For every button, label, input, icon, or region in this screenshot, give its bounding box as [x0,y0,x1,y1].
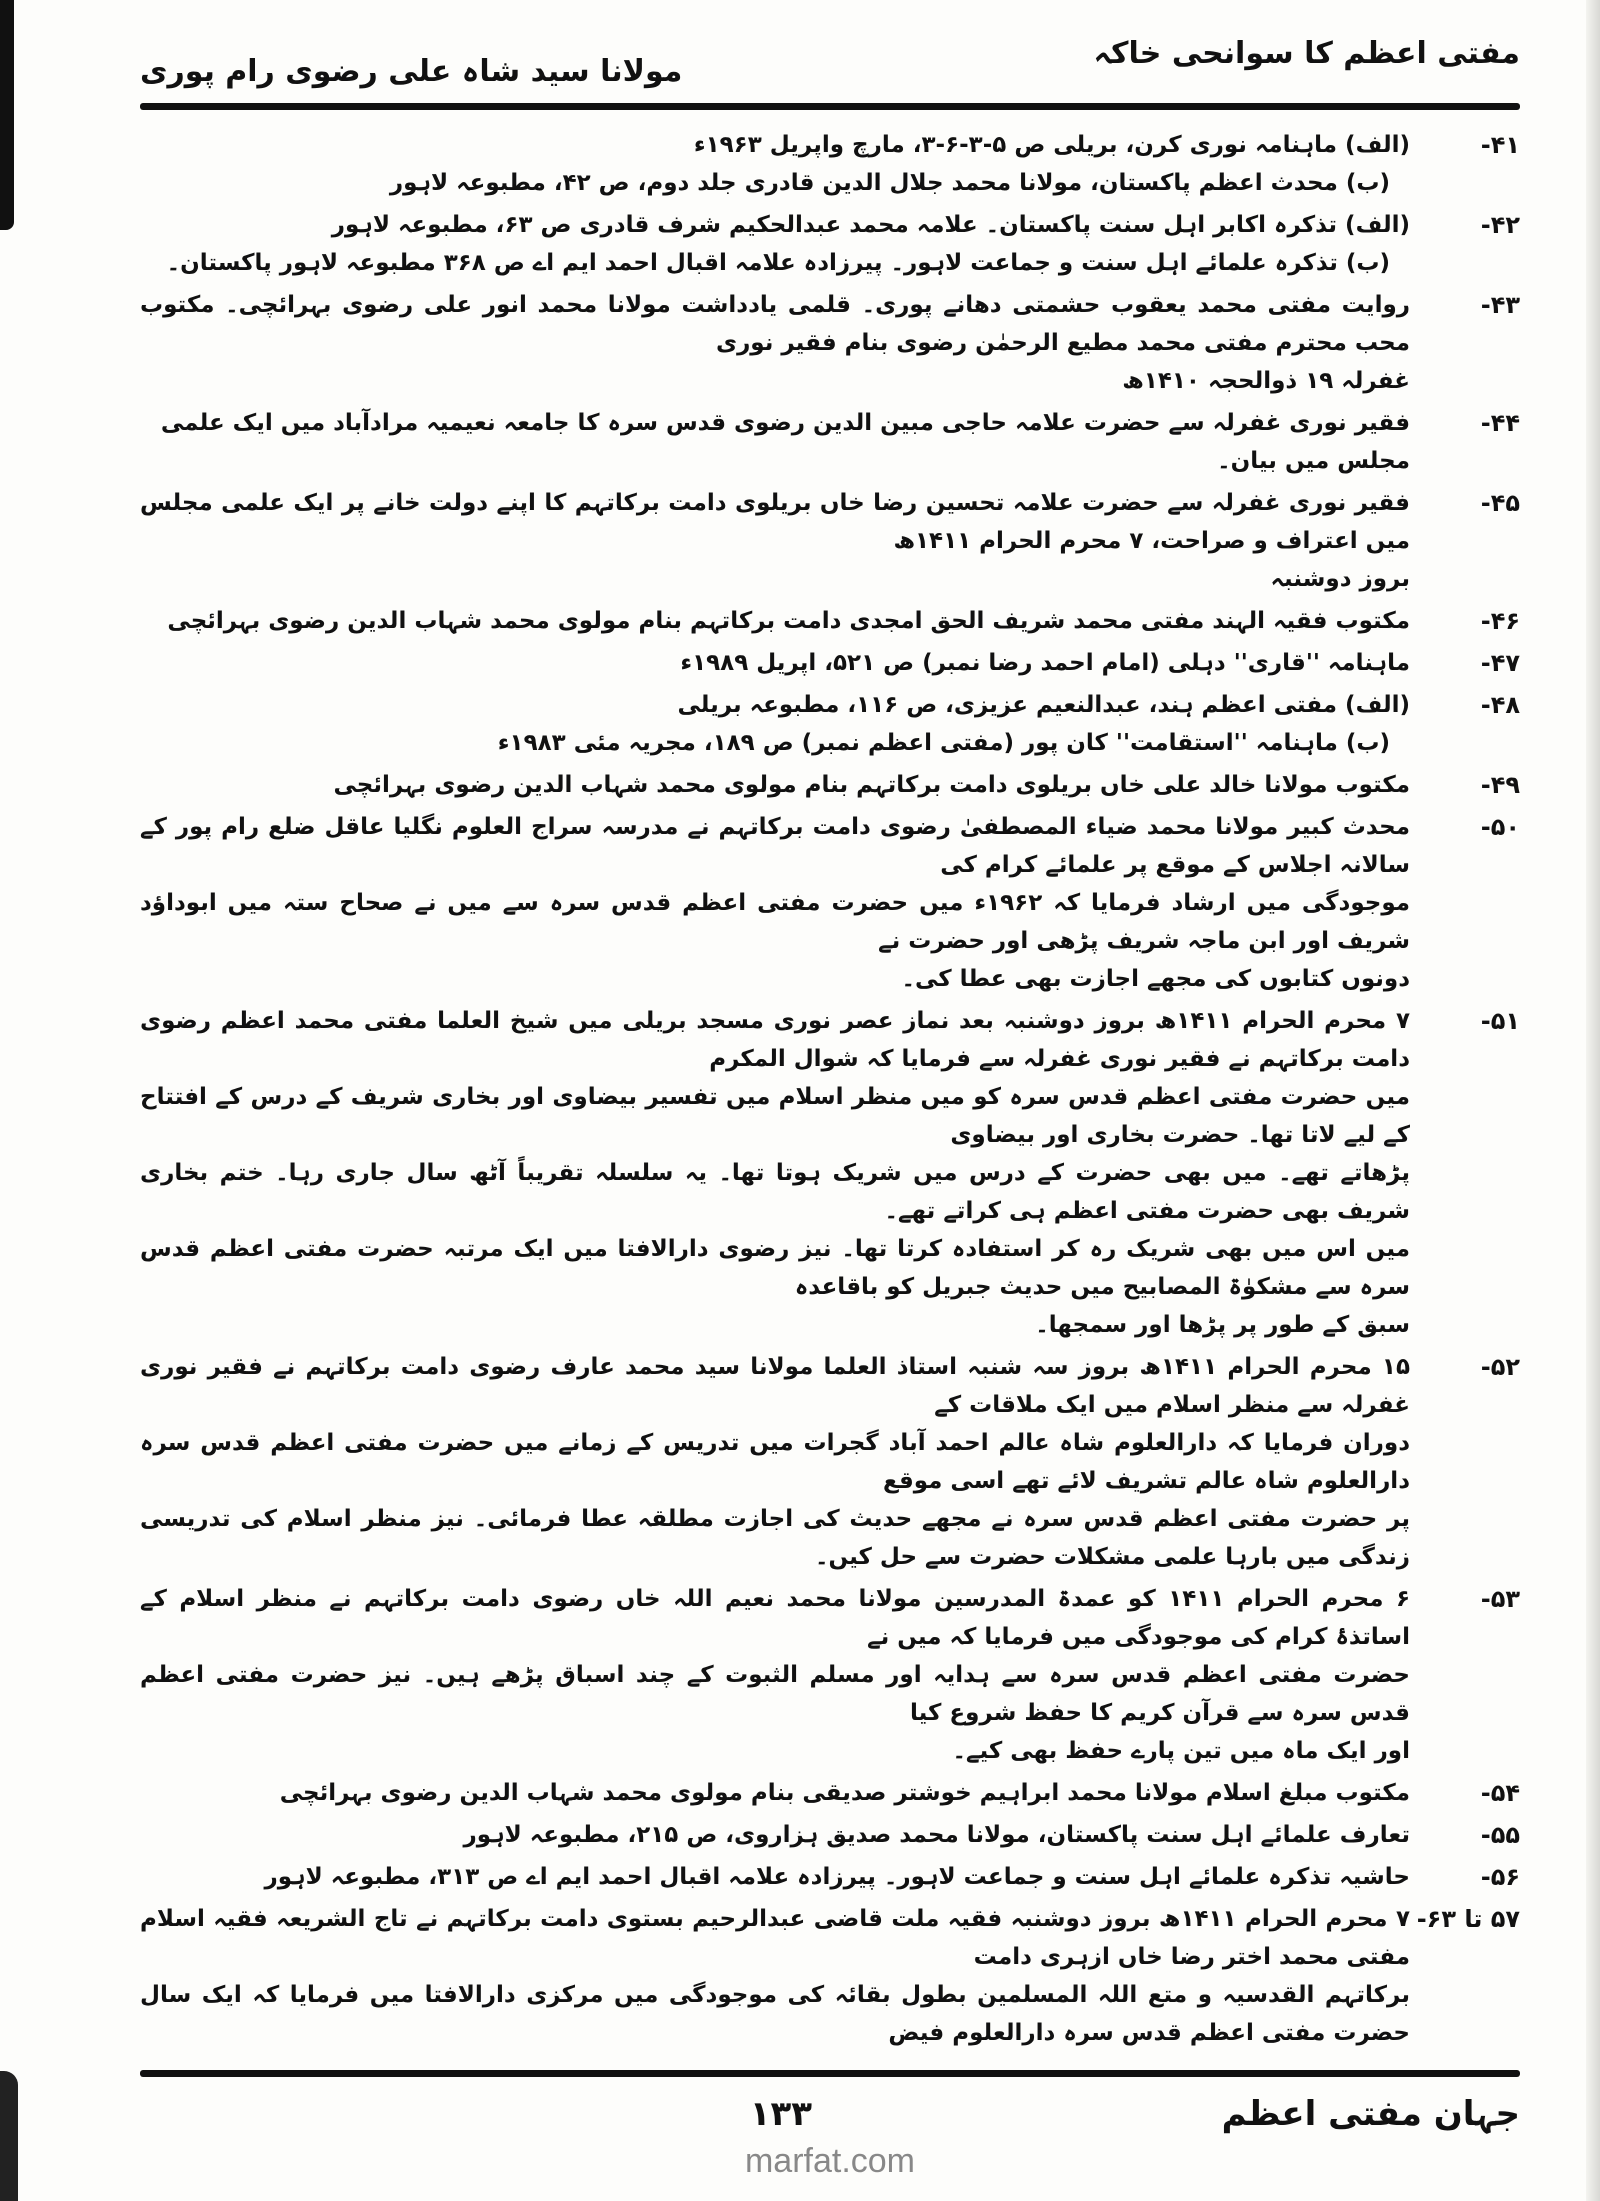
footnote-body [140,484,1410,598]
footnote-number: ۴۷- [1480,649,1520,677]
footnote-text: حاشیہ تذکرہ علمائے اہل سنت و جماعت لاہور۔ پیرزادہ علامہ اقبال احمد ایم اے ص ۳۱۳، مطبوعہ لاہور [264,1864,1410,1890]
footnote-body [140,766,1410,804]
footnote-number: ۵۲- [1480,1353,1520,1381]
footer-rule [140,2070,1520,2077]
footnote-body [140,1002,1410,1344]
footnote-entry [140,206,1520,282]
footnote-body [140,1816,1410,1854]
footnote-number: ۴۵- [1480,489,1520,517]
footnote-text: تعارف علمائے اہل سنت پاکستان، مولانا محمد صدیق ہزاروی، ص ۲۱۵، مطبوعہ لاہور [463,1822,1410,1848]
footnote-entry [140,766,1520,804]
footnote-body [140,206,1410,282]
footnote-number: ۵۵- [1480,1821,1520,1849]
scan-edge [0,2071,18,2201]
header-rule [140,103,1520,110]
footnote-body [140,1348,1410,1576]
footnote-body [140,286,1410,400]
footnote-text: دونوں کتابوں کی مجھے اجازت بھی عطا کی۔ [901,966,1410,992]
footnote-body [140,1580,1410,1770]
page-header [140,36,1520,89]
footnote-entry [140,404,1520,480]
footnote-entry [140,1348,1520,1576]
footnote-text: غفرلہ ۱۹ ذوالحجہ ۱۴۱۰ھ [1122,368,1410,394]
footnote-text: میں حضرت مفتی اعظم قدس سرہ کو میں منظر اسلام میں تفسیر بیضاوی اور بخاری شریف کے درس کے افتتاح کے لیے لاتا تھا۔ حضرت بخاری اور بیضاوی [140,1084,1410,1148]
footnote-entry [140,126,1520,202]
footnote-text: (ب) تذکرہ علمائے اہل سنت و جماعت لاہور۔ پیرزادہ علامہ اقبال احمد ایم اے ص ۳۶۸ مطبوعہ لاہور پاکستان۔ [166,250,1390,276]
footnote-number: ۴۸- [1480,691,1520,719]
footnote-number: ۴۳- [1480,291,1520,319]
footnote-text: فقیر نوری غفرلہ سے حضرت علامہ تحسین رضا خاں بریلوی دامت برکاتہم کا اپنے دولت خانے پر ایک علمی مجلس میں اعتراف و صراحت، ۷ محرم الحرام ۱۴۱۱ھ [140,490,1410,554]
footnote-text: ۱۵ محرم الحرام ۱۴۱۱ھ بروز سہ شنبہ استاذ العلما مولانا سید محمد عارف رضوی دامت برکاتہم نے فقیر نوری غفرلہ سے منظر اسلام میں ایک ملاقات کے [140,1354,1410,1418]
footnote-body [140,404,1410,480]
footnote-text: پر حضرت مفتی اعظم قدس سرہ نے مجھے حدیث کی اجازت مطلقہ عطا فرمائی۔ نیز منظر اسلام کی تدریسی زندگی میں بارہا علمی مشکلات حضرت سے حل کیں۔ [140,1506,1410,1570]
footnote-number: ۴۴- [1480,409,1520,437]
footnote-text: محدث کبیر مولانا محمد ضیاء المصطفیٰ رضوی دامت برکاتہم نے مدرسہ سراج العلوم نگلیا عاقل ضلع رام پور کے سالانہ اجلاس کے موقع پر علمائے کرام کی [140,814,1410,878]
footnote-entry [140,602,1520,640]
footnote-number: ۵۰- [1480,813,1520,841]
footnote-text: (الف) تذکرہ اکابر اہل سنت پاکستان۔ علامہ محمد عبدالحکیم شرف قادری ص ۶۳، مطبوعہ لاہور [331,212,1410,238]
footnote-number: ۵۷ تا ۶۳- [1416,1905,1520,1933]
book-title: جہان مفتی اعظم [1221,2094,1520,2134]
scan-edge [0,0,14,230]
footnote-entry [140,808,1520,998]
footnote-body [140,644,1410,682]
footnote-number: ۴۲- [1480,211,1520,239]
footnote-number: ۴۶- [1480,607,1520,635]
footnote-entry [140,286,1520,400]
footnote-text: اور ایک ماہ میں تین پارے حفظ بھی کیے۔ [952,1738,1410,1764]
footnote-body [140,1900,1410,2052]
footnote-entry [140,1580,1520,1770]
footnote-entry [140,1858,1520,1896]
footnote-text: سبق کے طور پر پڑھا اور سمجھا۔ [1035,1312,1410,1338]
footnote-text: مکتوب فقیہ الہند مفتی محمد شریف الحق امجدی دامت برکاتہم بنام مولوی محمد شہاب الدین رضوی بہرائچی [167,608,1410,634]
footnote-text: مکتوب مولانا خالد علی خاں بریلوی دامت برکاتہم بنام مولوی محمد شہاب الدین رضوی بہرائچی [333,772,1410,798]
footnote-entry [140,1816,1520,1854]
footnote-text: دوران فرمایا کہ دارالعلوم شاہ عالم احمد آباد گجرات میں تدریس کے زمانے میں حضرت مفتی اعظم قدس سرہ دارالعلوم شاہ عالم تشریف لائے تھے اسی موقع [140,1430,1410,1494]
footnote-number: ۵۴- [1480,1779,1520,1807]
footnote-text: (الف) مفتی اعظم ہند، عبدالنعیم عزیزی، ص ۱۱۶، مطبوعہ بریلی [677,692,1410,718]
watermark: marfat.com [744,2142,916,2180]
footnote-text: ماہنامہ ''قاری'' دہلی (امام احمد رضا نمبر) ص ۵۲۱، اپریل ۱۹۸۹ء [680,650,1410,676]
footnote-number: ۵۶- [1480,1863,1520,1891]
footnote-body [140,126,1410,202]
footnote-text: میں اس میں بھی شریک رہ کر استفادہ کرتا تھا۔ نیز رضوی دارالافتا میں ایک مرتبہ حضرت مفتی اعظم قدس سرہ سے مشکوٰۃ المصابیح میں حدیث جبریل کو باقاعدہ [140,1236,1410,1300]
footnote-text: ۷ محرم الحرام ۱۴۱۱ھ بروز دوشنبہ فقیہ ملت قاضی عبدالرحیم بستوی دامت برکاتہم نے تاج الشریعہ فقیہ اسلام مفتی محمد اختر رضا خاں ازہری دامت [140,1906,1410,1970]
footnote-body [140,1774,1410,1812]
footnote-text: مکتوب مبلغ اسلام مولانا محمد ابراہیم خوشتر صدیقی بنام مولوی محمد شہاب الدین رضوی بہرائچی [279,1780,1410,1806]
footnote-text: (ب) محدث اعظم پاکستان، مولانا محمد جلال الدین قادری جلد دوم، ص ۴۲، مطبوعہ لاہور [389,170,1390,196]
footnote-text: (الف) ماہنامہ نوری کرن، بریلی ص ۵-۳-۶-۳، مارچ واپریل ۱۹۶۳ء [693,132,1410,158]
footnote-text: ۶ محرم الحرام ۱۴۱۱ کو عمدۃ المدرسین مولانا محمد نعیم اللہ خاں رضوی دامت برکاتہم نے منظر اسلام کے اساتذۂ کرام کی موجودگی میں فرمایا کہ میں نے [140,1586,1410,1650]
footnote-number: ۵۳- [1480,1585,1520,1613]
footnote-text: فقیر نوری غفرلہ سے حضرت علامہ حاجی مبین الدین رضوی قدس سرہ کا جامعہ نعیمیہ مرادآباد میں ایک علمی مجلس میں بیان۔ [160,410,1410,474]
footnote-entry [140,1900,1520,2052]
footnote-entry [140,1002,1520,1344]
footnote-text: برکاتہم القدسیہ و متع اللہ المسلمین بطول بقائہ کی موجودگی میں مرکزی دارالافتا میں فرمایا کہ ایک سال حضرت مفتی اعظم قدس سرہ دارالعلوم فیض [140,1982,1410,2046]
footnote-text: پڑھاتے تھے۔ میں بھی حضرت کے درس میں شریک ہوتا تھا۔ یہ سلسلہ تقریباً آٹھ سال جاری رہا۔ ختم بخاری شریف بھی حضرت مفتی اعظم ہی کراتے تھے۔ [140,1160,1410,1224]
footnote-number: ۴۱- [1480,131,1520,159]
footnote-body [140,808,1410,998]
footnote-text: روایت مفتی محمد یعقوب حشمتی دھانے پوری۔ قلمی یادداشت مولانا محمد انور علی رضوی بہرائچی۔ مکتوب محب محترم مفتی محمد مطیع الرحمٰن رضوی بنام فقیر نوری [140,292,1410,356]
page-number: ۱۳۳ [749,2093,812,2134]
footnote-entry [140,1774,1520,1812]
running-title: مفتی اعظم کا سوانحی خاکہ [1093,36,1520,71]
footnote-entry [140,686,1520,762]
footnote-text: بروز دوشنبہ [1270,566,1410,592]
page-footer [140,2093,1520,2134]
footnote-number: ۴۹- [1480,771,1520,799]
footnote-text: ۷ محرم الحرام ۱۴۱۱ھ بروز دوشنبہ بعد نماز عصر نوری مسجد بریلی میں شیخ العلما مفتی محمد اعظم رضوی دامت برکاتہم نے فقیر نوری غفرلہ سے فرمایا کہ شوال المکرم [140,1008,1410,1072]
author-name: مولانا سید شاہ علی رضوی رام پوری [140,54,683,89]
footnote-body [140,1858,1410,1896]
footnotes-list [140,126,1520,2052]
scan-edge [1586,0,1600,2201]
footnote-entry [140,644,1520,682]
footnote-text: موجودگی میں ارشاد فرمایا کہ ۱۹۶۲ء میں حضرت مفتی اعظم قدس سرہ سے میں نے صحاح ستہ میں ابوداؤد شریف اور ابن ماجہ شریف پڑھی اور حضرت نے [140,890,1410,954]
footnote-number: ۵۱- [1480,1007,1520,1035]
footnote-entry [140,484,1520,598]
footnote-body [140,602,1410,640]
footnote-text: (ب) ماہنامہ ''استقامت'' کان پور (مفتی اعظم نمبر) ص ۱۸۹، مجریہ مئی ۱۹۸۳ء [497,730,1390,756]
footnote-body [140,686,1410,762]
footnote-text: حضرت مفتی اعظم قدس سرہ سے ہدایہ اور مسلم الثبوت کے چند اسباق پڑھے ہیں۔ نیز حضرت مفتی اعظم قدس سرہ سے قرآن کریم کا حفظ شروع کیا [140,1662,1410,1726]
